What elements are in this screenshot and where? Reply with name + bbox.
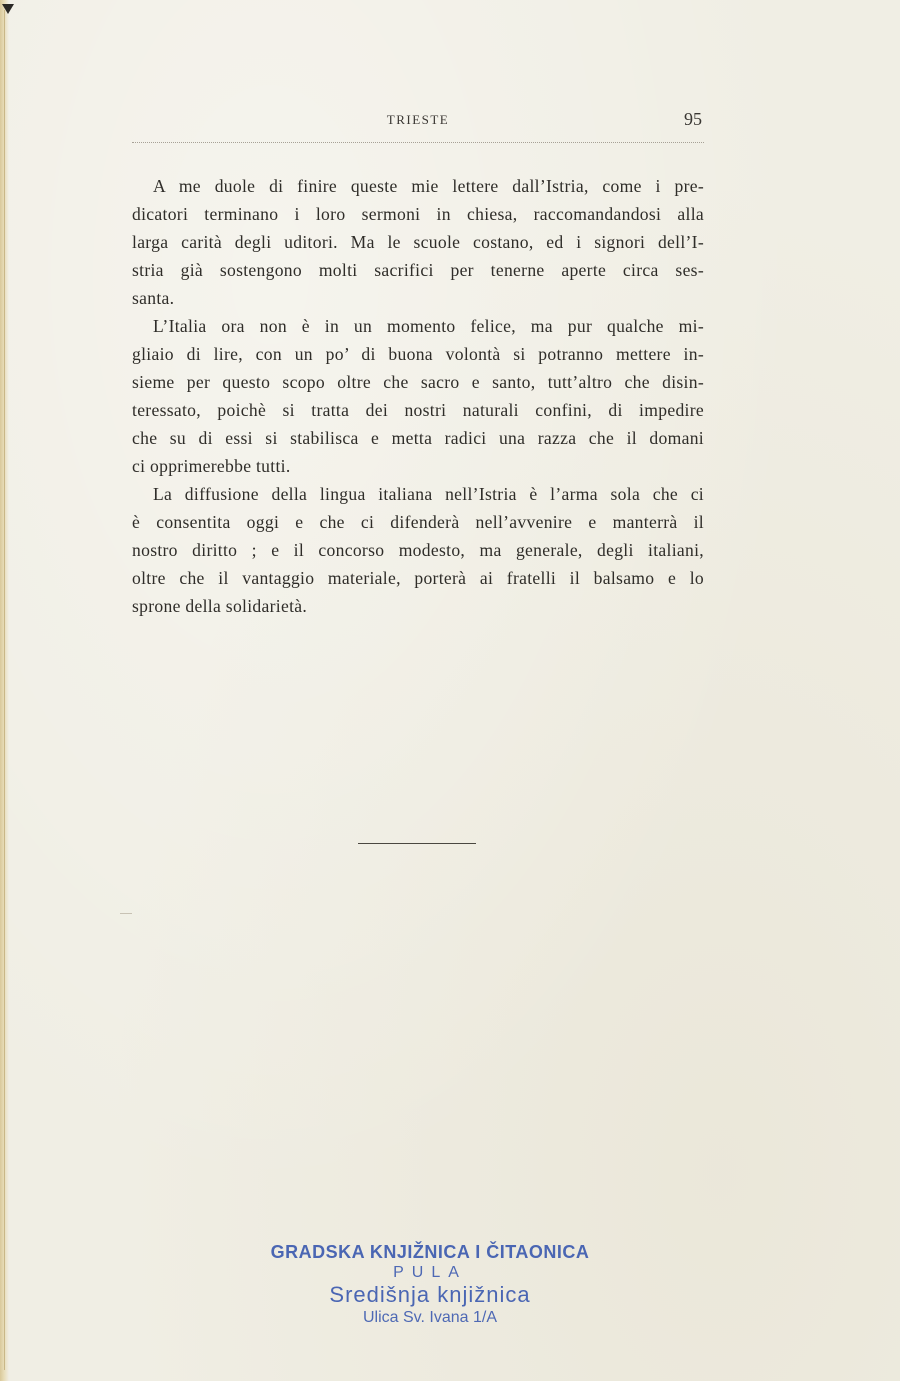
text-line: sieme per questo scopo oltre che sacro e santo, tutt’altro che disin- (132, 372, 704, 392)
paragraph-3 (132, 480, 704, 620)
page-edge-line (4, 10, 5, 1370)
text-line: gliaio di lire, con un po’ di buona volontà si potranno mettere in- (132, 344, 704, 364)
text-line: che su di essi si stabilisca e metta radici una razza che il domani (132, 428, 704, 448)
text-line: A me duole di finire queste mie lettere dall’Istria, come i pre- (153, 176, 704, 196)
text-line: larga carità degli uditori. Ma le scuole costano, ed i signori dell’I- (132, 232, 704, 252)
text-line: teressato, poichè si tratta dei nostri naturali confini, di impedire (132, 400, 704, 420)
end-of-text-rule (358, 843, 476, 844)
text-line: L’Italia ora non è in un momento felice, ma pur qualche mi- (153, 316, 704, 336)
library-stamp (270, 1242, 590, 1342)
text-line: La diffusione della lingua italiana nell’Istria è l’arma sola che ci (153, 484, 704, 504)
text-line: nostro diritto ; e il concorso modesto, ma generale, degli italiani, (132, 540, 704, 560)
running-title: TRIESTE (386, 112, 450, 127)
stamp-address: Ulica Sv. Ivana 1/A (363, 1309, 497, 1326)
text-line: sprone della solidarietà. (132, 596, 308, 616)
paragraph-1 (132, 172, 704, 312)
paragraph-2 (132, 312, 704, 480)
text-line: è consentita oggi e che ci difenderà nell’avvenire e manterrà il (132, 512, 704, 532)
text-line: dicatori terminano i loro sermoni in chiesa, raccomandandosi alla (132, 204, 704, 224)
body-text (132, 172, 704, 620)
text-line: stria già sostengono molti sacrifici per tenerne aperte circa ses- (132, 260, 704, 280)
text-line: oltre che il vantaggio materiale, porterà ai fratelli il balsamo e lo (132, 568, 704, 588)
stamp-library-name: GRADSKA KNJIŽNICA I ČITAONICA (270, 1242, 590, 1262)
header-dotted-rule (132, 142, 704, 143)
text-line: santa. (132, 288, 175, 308)
running-header (132, 108, 704, 138)
stray-mark (120, 913, 132, 914)
stamp-city: PULA (393, 1264, 467, 1281)
stamp-branch: Središnja knjižnica (329, 1282, 531, 1307)
corner-triangle-mark (2, 4, 14, 14)
text-line: ci opprimerebbe tutti. (132, 456, 291, 476)
page-number: 95 (684, 109, 702, 129)
